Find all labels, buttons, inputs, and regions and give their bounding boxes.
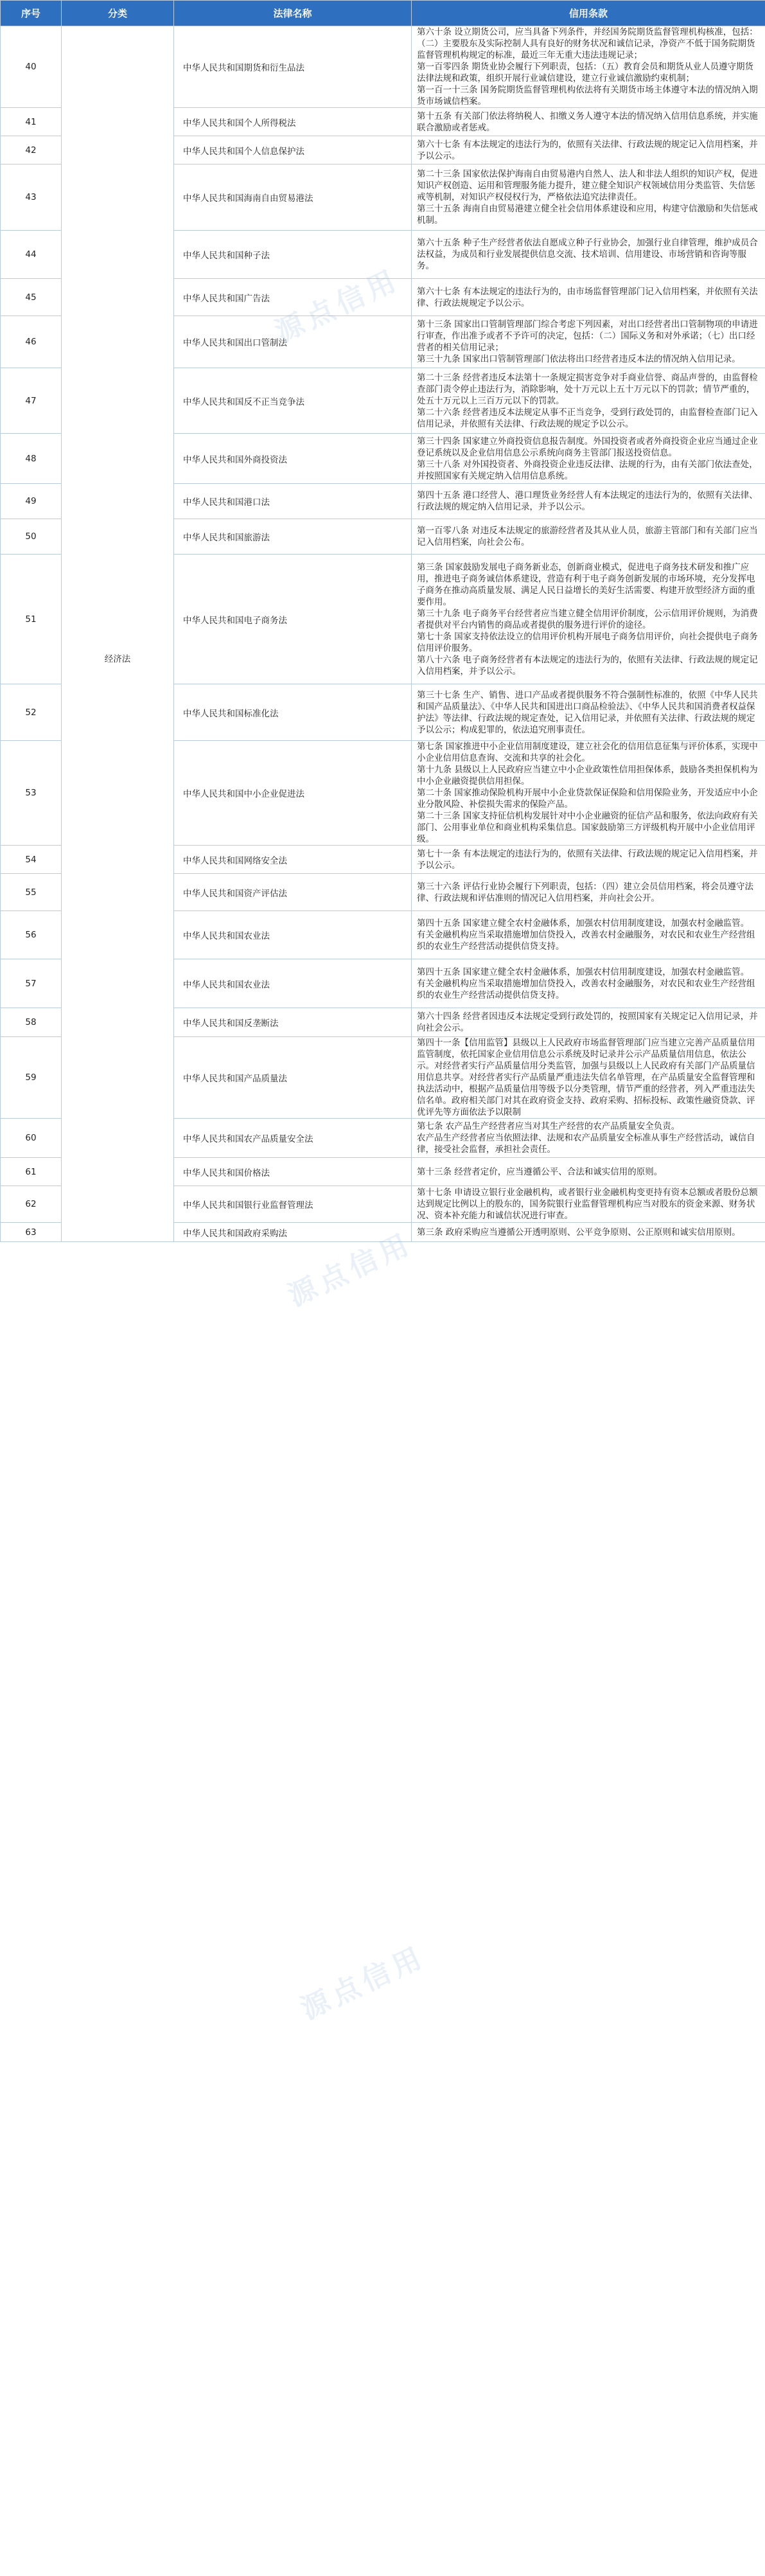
row-number: 42 (1, 136, 62, 164)
clause-paragraph: 第三十八条 对外国投资者、外商投资企业违反法律、法规的行为，由有关部门依法查处，并按照国家有关规定纳入信用信息系统。 (417, 459, 758, 481)
clause-paragraph: 第六十四条 经营者因违反本法规定受到行政处罚的，按照国家有关规定记入信用记录，并向社会公示。 (417, 1011, 758, 1033)
category-cell (62, 26, 174, 1242)
clause-paragraph: 有关金融机构应当采取措施增加信贷投入，改善农村金融服务，对农民和农业生产经营组织的农业生产经营活动提供信贷支持。 (417, 930, 755, 952)
law-name: 中华人民共和国期货和衍生品法 (174, 26, 412, 108)
row-number: 58 (1, 1008, 62, 1037)
clause-paragraph: 第三十九条 国家出口管制管理部门依法将出口经营者违反本法的情况纳入信用记录。 (417, 354, 741, 364)
law-name: 中华人民共和国农业法 (174, 911, 412, 959)
clause-paragraph: 第一百零四条 期货业协会履行下列职责，包括：（五）教育会员和期货从业人员遵守期货法律法规和政策，组织开展行业诚信建设，建立行业诚信激励约束机制； (417, 62, 754, 84)
credit-clause (412, 1037, 765, 1119)
law-name: 中华人民共和国种子法 (174, 231, 412, 279)
row-number: 61 (1, 1158, 62, 1186)
clause-paragraph: 第三十九条 电子商务平台经营者应当建立健全信用评价制度，公示信用评价规则，为消费者提供对平台内销售的商品或者提供的服务进行评价的途径。 (417, 608, 758, 630)
credit-clause (412, 136, 765, 164)
law-name: 中华人民共和国农产品质量安全法 (174, 1119, 412, 1158)
row-number: 40 (1, 26, 62, 108)
row-number: 60 (1, 1119, 62, 1158)
row-number: 57 (1, 959, 62, 1008)
law-name: 中华人民共和国电子商务法 (174, 555, 412, 684)
clause-paragraph: 第八十六条 电子商务经营者有本法规定的违法行为的，依照有关法律、行政法规的规定记入信用档案，并予以公示。 (417, 654, 758, 677)
credit-clause (412, 519, 765, 555)
row-number: 49 (1, 484, 62, 519)
clause-paragraph: 有关金融机构应当采取措施增加信贷投入，改善农村金融服务，对农民和农业生产经营组织的农业生产经营活动提供信贷支持。 (417, 978, 755, 1000)
credit-clause (412, 846, 765, 874)
table-header-row (1, 1, 765, 26)
law-name: 中华人民共和国网络安全法 (174, 846, 412, 874)
clause-paragraph: 第十三条 经营者定价，应当遵循公平、合法和诚实信用的原则。 (417, 1166, 663, 1177)
law-name: 中华人民共和国标准化法 (174, 684, 412, 741)
clause-paragraph: 第十九条 县级以上人民政府应当建立中小企业政策性信用担保体系，鼓励各类担保机构为中小企业融资提供信用担保。 (417, 765, 758, 786)
row-number: 48 (1, 434, 62, 484)
row-number: 53 (1, 741, 62, 846)
row-number: 56 (1, 911, 62, 959)
row-number: 45 (1, 279, 62, 316)
credit-clause (412, 1158, 765, 1186)
clause-paragraph: 第二十三条 国家支持征信机构发展针对中小企业融资的征信产品和服务，依法向政府有关部门、公用事业单位和商业机构采集信息。国家鼓励第三方评级机构开展中小企业信用评级。 (417, 811, 758, 844)
credit-clause (412, 1008, 765, 1037)
watermark: 源点信用 (283, 1227, 418, 1313)
clause-paragraph: 第十五条 有关部门依法将纳税人、扣缴义务人遵守本法的情况纳入信用信息系统，并实施联合激励或者惩戒。 (417, 111, 758, 133)
credit-clause (412, 911, 765, 959)
table-body (1, 26, 765, 1242)
clause-paragraph: 第六十五条 种子生产经营者依法自愿成立种子行业协会，加强行业自律管理，维护成员合法权益，为成员和行业发展提供信息交流、技术培训、信用建设、市场营销和咨询等服务。 (417, 238, 758, 271)
watermark: 源点信用 (270, 263, 405, 350)
header-law: 法律名称 (174, 1, 412, 26)
category-label: 经济法 (104, 654, 131, 664)
clause-paragraph: 第七条 农产品生产经营者应当对其生产经营的农产品质量安全负责。 (417, 1121, 680, 1132)
credit-clause-table (0, 0, 765, 1242)
clause-paragraph: 第七十一条 有本法规定的违法行为的，依照有关法律、行政法规的规定记入信用档案，并予以公示。 (417, 848, 758, 871)
credit-clause (412, 1186, 765, 1223)
clause-paragraph: 第四十五条 港口经营人、港口理货业务经营人有本法规定的违法行为的，依照有关法律、行政法规的规定纳入信用记录，并予以公示。 (417, 490, 758, 512)
clause-paragraph: 第二十条 国家推动保险机构开展中小企业贷款保证保险和信用保险业务，开发适应中小企业分散风险、补偿损失需求的保险产品。 (417, 788, 758, 810)
clause-paragraph: 第六十七条 有本法规定的违法行为的，由市场监督管理部门记入信用档案，并依照有关法律、行政法规规定予以公示。 (417, 286, 758, 308)
law-name: 中华人民共和国海南自由贸易港法 (174, 164, 412, 231)
clause-paragraph: 第七十条 国家支持依法设立的信用评价机构开展电子商务信用评价，向社会提供电子商务信用评价服务。 (417, 631, 758, 653)
clause-paragraph: 第一百一十三条 国务院期货监督管理机构依法将有关期货市场主体遵守本法的情况纳入期货市场诚信档案。 (417, 85, 758, 107)
clause-paragraph: 第四十五条 国家建立健全农村金融体系，加强农村信用制度建设，加强农村金融监管。 (417, 918, 750, 928)
clause-paragraph: 第六十条 设立期货公司，应当具备下列条件，并经国务院期货监督管理机构核准，包括：（二）主要股东及实际控制人具有良好的财务状况和诚信记录，净资产不低于国务院期货监督管理机构规定的标准，最近三年无重大违法违规记录； (417, 27, 758, 60)
row-number: 63 (1, 1223, 62, 1242)
clause-paragraph: 农产品生产经营者应当依照法律、法规和农产品质量安全标准从事生产经营活动，诚信自律，接受社会监督，承担社会责任。 (417, 1133, 755, 1155)
row-number: 62 (1, 1186, 62, 1223)
clause-paragraph: 第六十七条 有本法规定的违法行为的，依照有关法律、行政法规的规定记入信用档案，并予以公示。 (417, 139, 758, 161)
credit-clause (412, 368, 765, 434)
law-name: 中华人民共和国外商投资法 (174, 434, 412, 484)
row-number: 51 (1, 555, 62, 684)
credit-clause (412, 1119, 765, 1158)
clause-paragraph: 第十七条 申请设立银行业金融机构，或者银行业金融机构变更持有资本总额或者股份总额达到规定比例以上的股东的，国务院银行业监督管理机构应当对股东的资金来源、财务状况、资本补充能力和诚信状况进行审查。 (417, 1187, 758, 1221)
law-name: 中华人民共和国广告法 (174, 279, 412, 316)
law-name: 中华人民共和国资产评估法 (174, 874, 412, 911)
clause-paragraph: 第四十一条【信用监管】县级以上人民政府市场监督管理部门应当建立完善产品质量信用监管制度，依托国家企业信用信息公示系统及时记录并公示产品质量信用信息，依法公示。对经营者实行产品质量信用分类监管，加强与县级以上人民政府有关部门产品质量信用信息共享。对经营者实行产品质量严重违法失信名单管理，在产品质量安全监督管理和执法活动中，根据产品质量信用等级予以分类管理，情节严重的经营者，列入严重违法失信名单。政府相关部门对其在政府资金支持、政府采购、招标投标、政策性融资贷款、评优评先等方面依法予以限制 (417, 1038, 755, 1117)
clause-paragraph: 第三条 政府采购应当遵循公开透明原则、公平竞争原则、公正原则和诚实信用原则。 (417, 1227, 741, 1238)
row-number: 47 (1, 368, 62, 434)
clause-paragraph: 第二十三条 国家依法保护海南自由贸易港内自然人、法人和非法人组织的知识产权，促进知识产权创造、运用和管理服务能力提升，建立健全知识产权领域信用分类监管、失信惩戒等机制，对知识产权侵权行为，严格依法追究法律责任。 (417, 169, 758, 202)
clause-paragraph: 第三十五条 海南自由贸易港建立健全社会信用体系建设和应用，构建守信激励和失信惩戒机制。 (417, 204, 758, 226)
clause-paragraph: 第二十三条 经营者违反本法第十一条规定损害竞争对手商业信誉、商品声誉的，由监督检查部门责令停止违法行为，消除影响，处十万元以上五十万元以下的罚款；情节严重的，处五十万元以上三百万元以下的罚款。 (417, 372, 758, 406)
row-number: 46 (1, 316, 62, 368)
clause-paragraph: 第十三条 国家出口管制管理部门综合考虑下列因素，对出口经营者出口管制物项的申请进行审查，作出准予或者不予许可的决定，包括：（二）国际义务和对外承诺；（七）出口经营者的相关信用记录； (417, 319, 758, 353)
law-name: 中华人民共和国政府采购法 (174, 1223, 412, 1242)
law-name: 中华人民共和国中小企业促进法 (174, 741, 412, 846)
credit-clause (412, 26, 765, 108)
credit-clause (412, 316, 765, 368)
clause-paragraph: 第三十四条 国家建立外商投资信息报告制度。外国投资者或者外商投资企业应当通过企业登记系统以及企业信用信息公示系统向商务主管部门报送投资信息。 (417, 436, 758, 458)
law-name: 中华人民共和国反不正当竞争法 (174, 368, 412, 434)
row-number: 52 (1, 684, 62, 741)
row-number: 59 (1, 1037, 62, 1119)
clause-paragraph: 第四十五条 国家建立健全农村金融体系，加强农村信用制度建设，加强农村金融监管。 (417, 966, 750, 977)
watermark: 源点信用 (295, 1940, 431, 2027)
law-name: 中华人民共和国出口管制法 (174, 316, 412, 368)
credit-clause (412, 1223, 765, 1242)
law-name: 中华人民共和国个人信息保护法 (174, 136, 412, 164)
clause-paragraph: 第一百零八条 对违反本法规定的旅游经营者及其从业人员，旅游主管部门和有关部门应当记入信用档案，向社会公布。 (417, 526, 758, 547)
law-name: 中华人民共和国价格法 (174, 1158, 412, 1186)
credit-clause (412, 231, 765, 279)
law-name: 中华人民共和国旅游法 (174, 519, 412, 555)
law-name: 中华人民共和国反垄断法 (174, 1008, 412, 1037)
header-clause: 信用条款 (412, 1, 765, 26)
row-number: 44 (1, 231, 62, 279)
row-number: 50 (1, 519, 62, 555)
clause-paragraph: 第三十七条 生产、销售、进口产品或者提供服务不符合强制性标准的，依照《中华人民共和国产品质量法》、《中华人民共和国进出口商品检验法》、《中华人民共和国消费者权益保护法》等法律、行政法规的规定查处，记入信用记录，并依照有关法律、行政法规的规定予以公示；构成犯罪的，依法追究刑事责任。 (417, 689, 758, 735)
row-number: 54 (1, 846, 62, 874)
row-number: 41 (1, 108, 62, 136)
clause-paragraph: 第三十六条 评估行业协会履行下列职责，包括：（四）建立会员信用档案，将会员遵守法律、行政法规和评估准则的情况记入信用档案，并向社会公开。 (417, 881, 754, 903)
row-number: 43 (1, 164, 62, 231)
credit-clause (412, 959, 765, 1008)
credit-clause (412, 164, 765, 231)
table-row (1, 26, 765, 108)
credit-clause (412, 279, 765, 316)
clause-paragraph: 第三条 国家鼓励发展电子商务新业态，创新商业模式，促进电子商务技术研发和推广应用，推进电子商务诚信体系建设，营造有利于电子商务创新发展的市场环境，充分发挥电子商务在推动高质量发展、满足人民日益增长的美好生活需要、构建开放型经济方面的重要作用。 (417, 562, 755, 607)
credit-clause (412, 434, 765, 484)
credit-clause (412, 108, 765, 136)
credit-clause (412, 741, 765, 846)
credit-clause (412, 555, 765, 684)
law-name: 中华人民共和国农业法 (174, 959, 412, 1008)
law-name: 中华人民共和国个人所得税法 (174, 108, 412, 136)
law-name: 中华人民共和国产品质量法 (174, 1037, 412, 1119)
header-num: 序号 (1, 1, 62, 26)
law-name: 中华人民共和国银行业监督管理法 (174, 1186, 412, 1223)
credit-clause (412, 874, 765, 911)
credit-clause (412, 484, 765, 519)
header-category: 分类 (62, 1, 174, 26)
law-name: 中华人民共和国港口法 (174, 484, 412, 519)
clause-paragraph: 第七条 国家推进中小企业信用制度建设，建立社会化的信用信息征集与评价体系，实现中小企业信用信息查询、交流和共享的社会化。 (417, 742, 758, 763)
row-number: 55 (1, 874, 62, 911)
clause-paragraph: 第二十六条 经营者违反本法规定从事不正当竞争，受到行政处罚的，由监督检查部门记入信用记录，并依照有关法律、行政法规的规定予以公示。 (417, 407, 758, 429)
credit-clause (412, 684, 765, 741)
